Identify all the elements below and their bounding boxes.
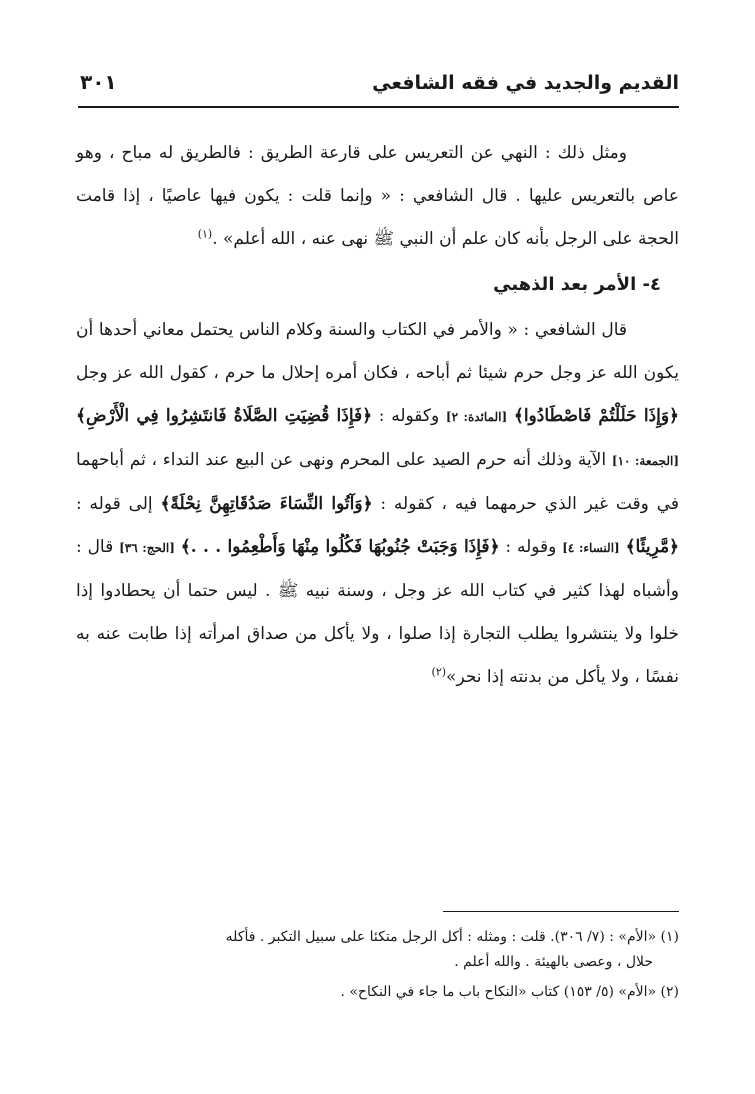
paragraph-2-text-6: قال : وأشباه لهذا كثير في كتاب الله عز وجل ، وسنة نبيه ﷺ . ليس حتما أن يحطادوا إذا خلوا ولا ينتشروا يطلب التجارة إذا صلوا ، ولا يأكل من صداق امرأته إذا طابت عنه به نفسًا ، ولا يأكل من بدنته إذا نحر» xyxy=(76,537,679,687)
footnotes xyxy=(76,925,679,1010)
footnote-1-line-1: (١) «الأم» : (٧/ ٣٠٦). قلت : ومثله : أكل الرجل متكئا على سبيل التكبر . فأكله xyxy=(225,929,679,945)
quran-verse-5: ﴿فَإِذَا وَجَبَتْ جُنُوبُهَا فَكُلُوا مِنْهَا وَأَطْعِمُوا . . .﴾ xyxy=(180,537,500,557)
paragraph-1-text: ومثل ذلك : النهي عن التعريس على قارعة الطريق : فالطريق له مباح ، وهو عاص بالتعريس عليها . قال الشافعي : « وإنما قلت : يكون فيها عاصيًا ، إذا قامت الحجة على الرجل بأنه كان علم أن النبي ﷺ نهى عنه ، الله أعلم» . xyxy=(76,143,679,249)
verse-ref-3: [النساء: ٤] xyxy=(562,541,620,555)
page-number: ٣٠١ xyxy=(80,70,117,94)
paragraph-2-text-2: وكقوله : xyxy=(372,406,446,426)
verse-ref-1: [المائدة: ٢] xyxy=(445,410,508,424)
footnote-ref-1: (١) xyxy=(197,227,213,241)
paragraph-2-text-4: إلى قوله : xyxy=(76,494,161,514)
running-title: القديم والجديد في فقه الشافعي xyxy=(372,72,679,94)
verse-ref-2: [الجمعة: ١٠] xyxy=(611,454,679,468)
quran-verse-3: ﴿وَآتُوا النِّسَاءَ صَدُقَاتِهِنَّ نِحْلَةً﴾ xyxy=(160,494,373,514)
paragraph-1 xyxy=(76,132,679,261)
paragraph-2 xyxy=(76,309,679,699)
footnote-1-line-2: حلال ، وعصى بالهيئة . والله أعلم . xyxy=(454,954,653,970)
quran-verse-2: ﴿فَإِذَا قُضِيَتِ الصَّلَاةُ فَانتَشِرُوا فِي الْأَرْضِ﴾ xyxy=(76,406,373,426)
quran-verse-1: ﴿وَإِذَا حَلَلْتُمْ فَاصْطَادُوا﴾ xyxy=(513,406,680,426)
footnote-2 xyxy=(76,980,679,1005)
quran-verse-4: ﴿مَّرِيئًا﴾ xyxy=(625,537,680,557)
footnote-2-line-1: (٢) «الأم» (٥/ ١٥٣) كتاب «النكاح باب ما جاء في النكاح» . xyxy=(340,984,679,1000)
footnote-ref-2: (٢) xyxy=(431,665,447,679)
footnote-separator xyxy=(443,911,679,912)
page-body xyxy=(76,132,679,699)
paragraph-2-text-5: وقوله : xyxy=(499,537,563,557)
verse-ref-4: [الحج: ٣٦] xyxy=(119,541,175,555)
section-heading: ٤- الأمر بعد الذهبي xyxy=(493,274,661,295)
footnote-1 xyxy=(76,925,679,975)
paragraph-2-text-3: الآية وذلك أنه حرم الصيد على المحرم ونهى عن البيع عند النداء ، ثم أباحهما في وقت غير الذي حرمهما فيه ، كقوله : xyxy=(76,450,679,514)
running-header xyxy=(78,66,679,108)
paragraph-2-text-1: قال الشافعي : « والأمر في الكتاب والسنة وكلام الناس يحتمل معاني أحدها أن يكون الله عز وجل حرم شيئا ثم أباحه ، فكان أمره إحلال ما حرم ، كقول الله عز وجل xyxy=(76,320,679,383)
